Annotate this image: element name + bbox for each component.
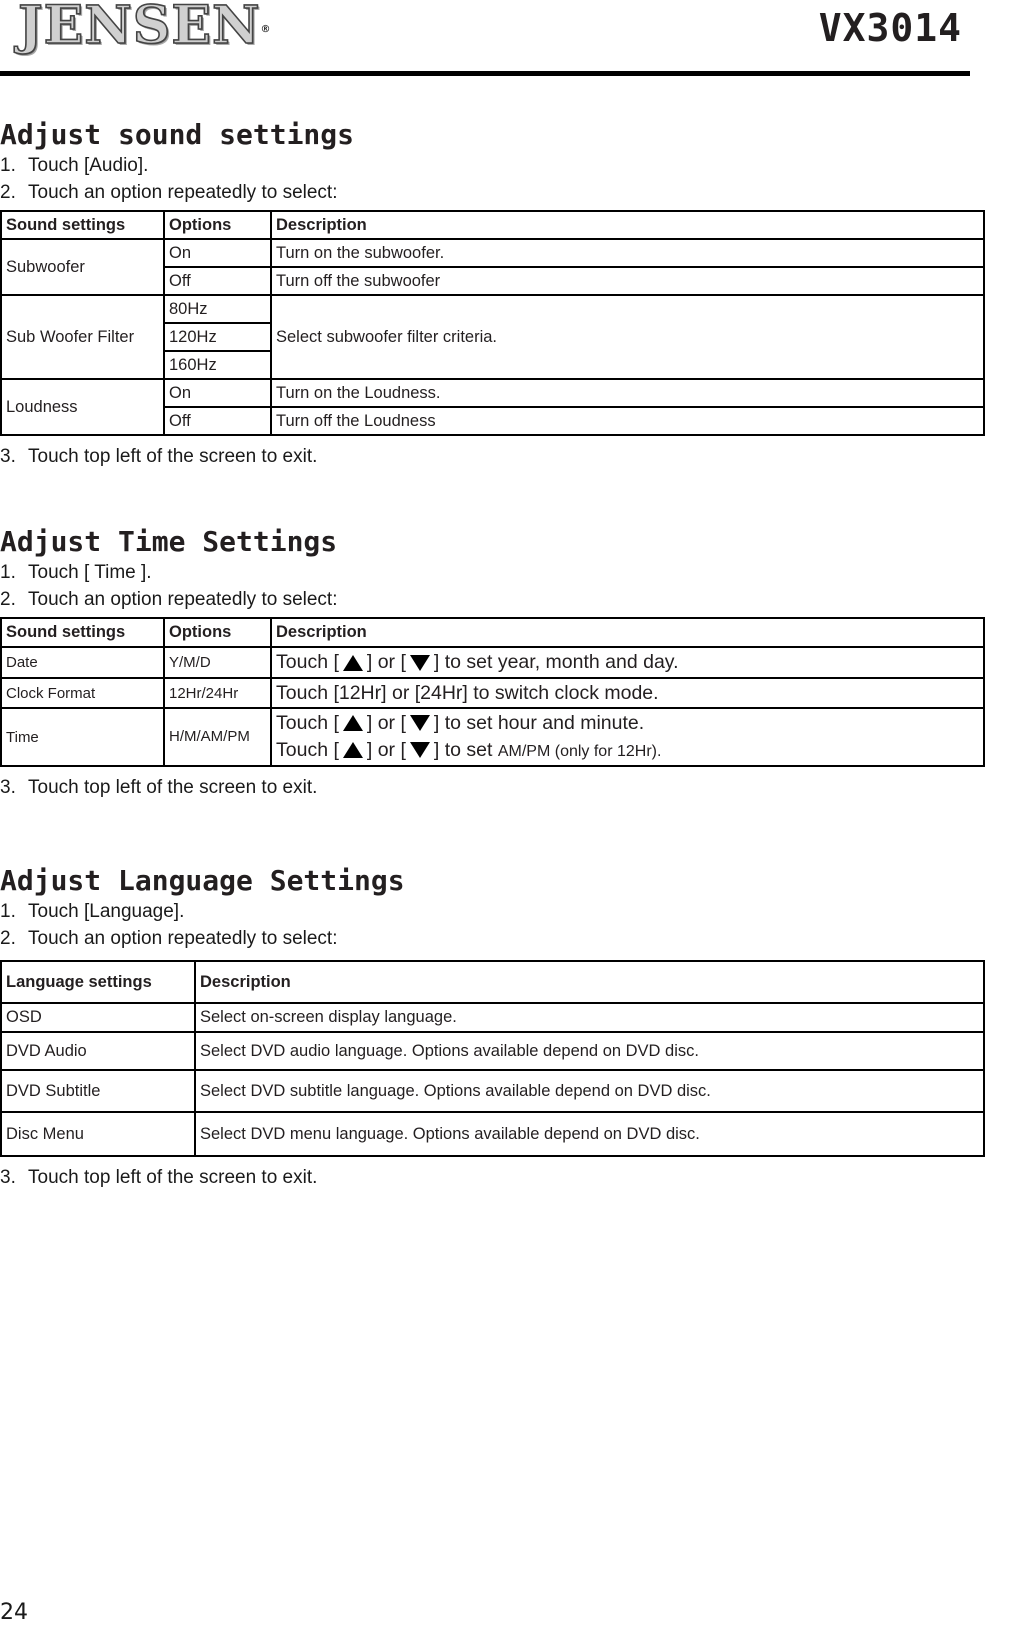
option-cell: 160Hz: [164, 351, 271, 379]
table-row: [1, 379, 984, 407]
description-cell: Turn off the subwoofer: [271, 267, 984, 295]
triangle-up-icon: [343, 715, 363, 731]
header-cell: Options: [164, 211, 271, 239]
triangle-down-icon: [410, 715, 430, 731]
triangle-up-icon: [343, 655, 363, 671]
brand-logo: [18, 0, 272, 56]
sound-section: [0, 118, 1022, 470]
setting-cell: DVD Audio: [1, 1032, 195, 1070]
time-section-title: Adjust Time Settings: [0, 525, 338, 558]
option-cell: Off: [164, 407, 271, 435]
table-header-row: [1, 961, 984, 1003]
setting-cell: Clock Format: [1, 678, 164, 708]
table-row: [1, 647, 984, 678]
option-cell: Off: [164, 267, 271, 295]
header-cell: Sound settings: [1, 618, 164, 647]
setting-cell: Date: [1, 647, 164, 678]
description-cell: Turn on the Loudness.: [271, 379, 984, 407]
description-line: Touch [ ] or [ ] to set AM/PM (only for 12Hr).: [276, 738, 662, 761]
step-3: 3. Touch top left of the screen to exit.: [0, 1167, 318, 1188]
description-cell: Select DVD menu language. Options available depend on DVD disc.: [195, 1112, 984, 1156]
description-cell: Touch [ ] or [ ] to set year, month and day.: [271, 647, 984, 678]
setting-cell: Disc Menu: [1, 1112, 195, 1156]
description-cell: Select DVD audio language. Options available depend on DVD disc.: [195, 1032, 984, 1070]
header-cell: Description: [195, 961, 984, 1003]
description-cell: Select DVD subtitle language. Options available depend on DVD disc.: [195, 1070, 984, 1112]
step-2: 2. Touch an option repeatedly to select:: [0, 589, 338, 610]
setting-cell: OSD: [1, 1003, 195, 1032]
model-number: VX3014: [818, 6, 962, 50]
setting-cell: Loudness: [1, 379, 164, 435]
triangle-up-icon: [343, 742, 363, 758]
description-cell: [271, 708, 984, 766]
setting-cell: DVD Subtitle: [1, 1070, 195, 1112]
header-divider: [0, 71, 970, 76]
step-3: 3. Touch top left of the screen to exit.: [0, 777, 318, 798]
description-cell: Select subwoofer filter criteria.: [271, 295, 984, 379]
option-cell: On: [164, 379, 271, 407]
option-cell: H/M/AM/PM: [164, 708, 271, 766]
sound-settings-table: [0, 210, 985, 436]
header-cell: Options: [164, 618, 271, 647]
description-cell: Turn on the subwoofer.: [271, 239, 984, 267]
table-row: [1, 1070, 984, 1112]
registered-mark: ®: [260, 24, 272, 35]
setting-cell: Subwoofer: [1, 239, 164, 295]
table-row: [1, 678, 984, 708]
option-cell: 80Hz: [164, 295, 271, 323]
setting-cell: Time: [1, 708, 164, 766]
triangle-down-icon: [410, 655, 430, 671]
step-3: 3. Touch top left of the screen to exit.: [0, 446, 318, 467]
step-2: 2. Touch an option repeatedly to select:: [0, 928, 338, 949]
table-row: [1, 1003, 984, 1032]
language-settings-table: [0, 960, 985, 1157]
table-row: [1, 239, 984, 267]
table-header-row: [1, 211, 984, 239]
header-cell: Language settings: [1, 961, 195, 1003]
table-header-row: [1, 618, 984, 647]
option-cell: 120Hz: [164, 323, 271, 351]
step-1: 1. Touch [Language].: [0, 901, 185, 922]
description-cell: Touch [12Hr] or [24Hr] to switch clock mode.: [271, 678, 984, 708]
step-1: 1. Touch [ Time ].: [0, 562, 152, 583]
time-settings-table: [0, 617, 985, 767]
option-cell: Y/M/D: [164, 647, 271, 678]
sound-section-title: Adjust sound settings: [0, 118, 355, 151]
table-row: [1, 295, 984, 323]
option-cell: 12Hr/24Hr: [164, 678, 271, 708]
time-section: [0, 525, 1022, 801]
setting-cell: Sub Woofer Filter: [1, 295, 164, 379]
step-1: 1. Touch [Audio].: [0, 155, 149, 176]
description-cell: Turn off the Loudness: [271, 407, 984, 435]
table-row: [1, 708, 984, 766]
header-cell: Description: [271, 618, 984, 647]
header-cell: Sound settings: [1, 211, 164, 239]
step-2: 2. Touch an option repeatedly to select:: [0, 182, 338, 203]
language-section-title: Adjust Language Settings: [0, 864, 405, 897]
description-line: Touch [ ] or [ ] to set hour and minute.: [276, 711, 645, 734]
table-row: [1, 1112, 984, 1156]
language-section: [0, 864, 1022, 1191]
table-row: [1, 1032, 984, 1070]
triangle-down-icon: [410, 742, 430, 758]
header-cell: Description: [271, 211, 984, 239]
option-cell: On: [164, 239, 271, 267]
brand-name: JENSEN: [18, 0, 261, 56]
description-cell: Select on-screen display language.: [195, 1003, 984, 1032]
page-number: 24: [0, 1600, 28, 1625]
